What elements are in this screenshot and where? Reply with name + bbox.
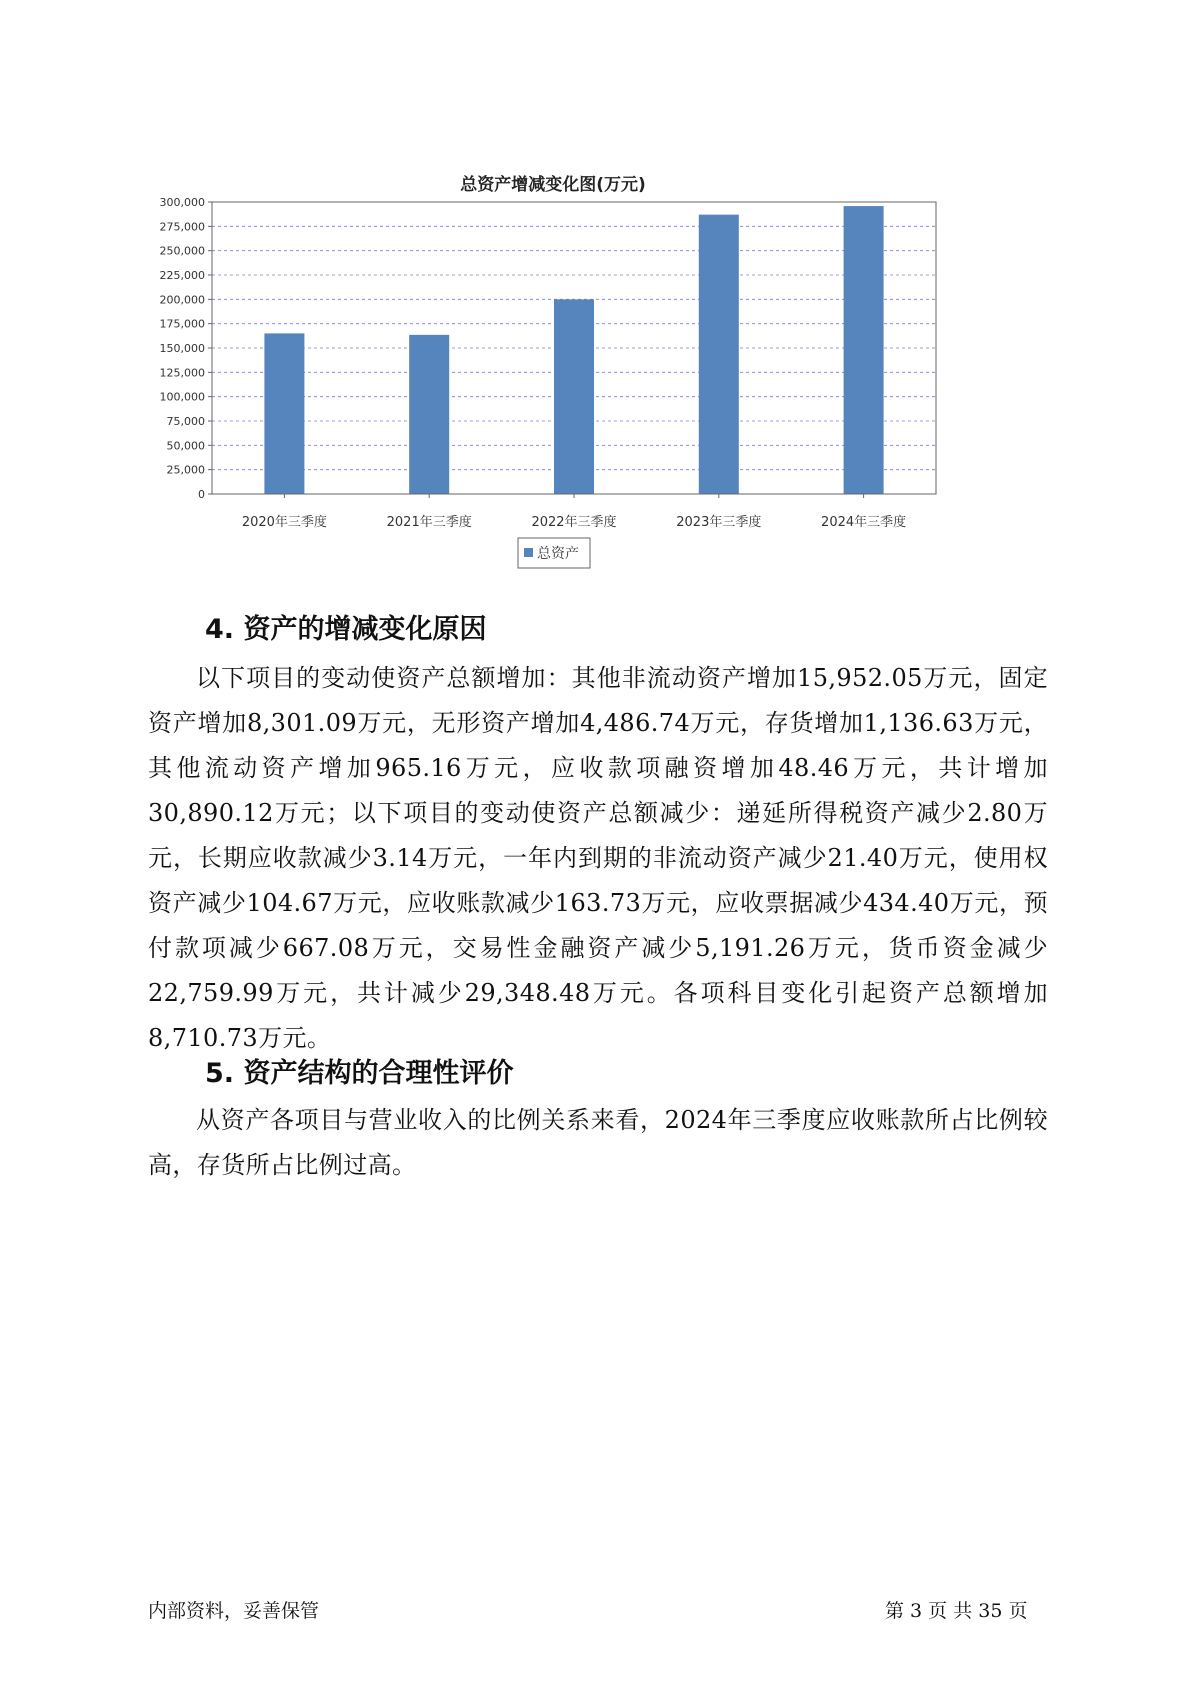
section-heading-5: 5. 资产结构的合理性评价 — [205, 1058, 514, 1089]
section-heading-4: 4. 资产的增减变化原因 — [205, 614, 487, 645]
footer-confidential-note: 内部资料，妥善保管 — [148, 1600, 320, 1622]
bar-2023年三季度 — [699, 215, 739, 494]
bars — [264, 206, 883, 494]
y-tick-label: 150,000 — [159, 342, 205, 355]
y-tick-label: 75,000 — [166, 415, 205, 428]
x-tick-label: 2021年三季度 — [386, 515, 472, 530]
y-tick-label: 200,000 — [159, 293, 205, 307]
y-tick-label: 0 — [198, 488, 205, 501]
bar-2022年三季度 — [554, 299, 594, 494]
section-paragraph-5: 从资产各项目与营业收入的比例关系来看，2024年三季度应收账款所占比例较高，存货所占比例过高。 — [148, 1106, 1048, 1179]
footer-page-number: 第 3 页 共 35 页 — [885, 1600, 1028, 1622]
y-tick-label: 250,000 — [159, 244, 205, 258]
legend-label: 总资产 — [537, 546, 579, 562]
bar-chart-svg — [150, 170, 1050, 630]
bar-2021年三季度 — [409, 335, 449, 494]
y-tick-label: 300,000 — [159, 196, 205, 209]
y-axis-ticks — [160, 196, 213, 501]
y-tick-label: 100,000 — [159, 390, 205, 404]
chart-title: 总资产增减变化图(万元) — [460, 175, 646, 195]
y-tick-label: 25,000 — [166, 463, 205, 477]
legend-swatch — [524, 548, 533, 557]
x-tick-label: 2020年三季度 — [241, 515, 327, 530]
x-tick-label: 2024年三季度 — [821, 515, 907, 530]
y-tick-label: 275,000 — [159, 220, 205, 234]
y-tick-label: 175,000 — [159, 317, 205, 331]
x-axis-ticks — [242, 494, 906, 530]
y-tick-label: 50,000 — [166, 439, 205, 453]
bar-2024年三季度 — [844, 206, 884, 494]
chart-legend — [518, 538, 590, 568]
total-assets-chart — [150, 170, 1050, 630]
y-tick-label: 125,000 — [159, 366, 205, 380]
x-tick-label: 2022年三季度 — [531, 515, 617, 530]
x-tick-label: 2023年三季度 — [676, 515, 762, 530]
y-tick-label: 225,000 — [159, 269, 205, 282]
bar-2020年三季度 — [264, 333, 304, 494]
section-paragraph-4: 以下项目的变动使资产总额增加：其他非流动资产增加15,952.05万元，固定资产增加8,301.09万元，无形资产增加4,486.74万元，存货增加1,136.63万元，其他流动资产增加965.16万元，应收款项融资增加48.46万元，共计增加30,890.12万元；以下项目的变动使资产总额减少：递延所得税资产减少2.80万元，长期应收款减少3.14万元，一年内到期的非流动资产减少21.40万元，使用权资产减少104.67万元，应收账款减少163.73万元，应收票据减少434.40万元，预付款项减少667.08万元，交易性金融资产减少5,191.26万元，货币资金减少22,759.99万元，共计减少29,348.48万元。各项科目变化引起资产总额增加8,710.73万元。 — [148, 664, 1048, 1052]
